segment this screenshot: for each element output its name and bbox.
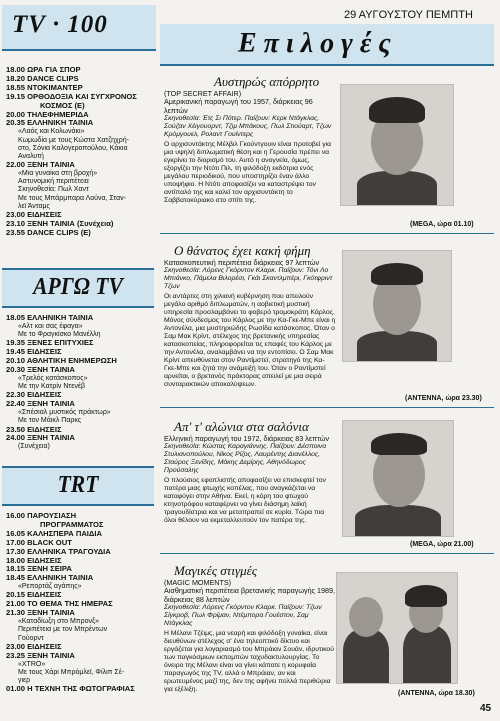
trt-station-band: [2, 466, 154, 506]
trt-schedule-row: Γούορντ: [18, 634, 44, 642]
article-1-info: Αμερικανική παραγωγή του 1957, διάρκειας 96 λεπτών: [164, 97, 313, 115]
trt-schedule-row: Με τους Χάρι Μπρόμλεϊ, Φίλιπ Σέ-: [18, 668, 125, 676]
trt-schedule-row: 17.00 BLACK OUT: [6, 537, 72, 547]
tv100-schedule-row: Αστυνομική περιπέτεια: [18, 178, 89, 186]
article-3-credits: Σκηνοθεσία: Κώστας Καραγιάννης. Παίζουν: Δέσποινα Στυλιανοπούλου, Νίκος Ρίζος, Λαυρέντης Διανέλλος, Σταύρος Ξενίδης, Μάκης Δεμίρης, Αθηνόδωρος Προύσαλης: [164, 443, 327, 475]
tv100-schedule-row: 23.55 DANCE CLIPS (Ε): [6, 227, 91, 237]
argo-schedule-row: 22.30 ΕΙΔΗΣΕΙΣ: [6, 390, 62, 400]
trt-schedule-row: γιερ: [18, 677, 31, 684]
article-3-info: Ελληνική παραγωγή του 1972, διάρκειας 83 λεπτών: [164, 434, 329, 443]
divider-1: [160, 233, 494, 234]
article-1-title: Αυστηρώς απόρρητο: [214, 74, 320, 89]
article-4-info: Αισθηματική περιπέτεια βρετανικής παραγωγής 1989, διάρκειας 88 λεπτών: [164, 586, 336, 604]
tv100-schedule-row: Αναλυτή: [18, 152, 44, 160]
tv100-schedule-row: Κωμωδία με τους Κώστα Χατζηχρή-: [18, 136, 129, 144]
argo-schedule-row: Με τον Μάικλ Παρκς: [18, 417, 82, 425]
tv100-schedule-row: 23.00 ΕΙΔΗΣΕΙΣ: [6, 210, 62, 220]
trt-station-title: TRT: [57, 472, 99, 498]
selections-title: Επιλογές: [238, 28, 398, 59]
argo-schedule-row: 20.30 ΞΕΝΗ ΤΑΙΝΙΑ: [6, 365, 75, 375]
trt-schedule-row: 01.00 Η ΤΕΧΝΗ ΤΗΣ ΦΩΤΟΓΡΑΦΙΑΣ: [6, 684, 135, 694]
argo-schedule-row: 20.10 ΑΘΛΗΤΙΚΗ ΕΝΗΜΕΡΩΣΗ: [6, 356, 117, 366]
article-1-credits: Σκηνοθεσία: Έτς Σι Πότερ. Παίζουν: Κερκ Ντάγκλας, Σούζαν Χέιγουορντ, Τζιμ Μπάκους, Πωλ Στιούαρτ, Τζων Κρόμγουελ, Ρολαντ Γουίντερς: [164, 115, 332, 139]
article-1-original-title: (TOP SECRET AFFAIR): [164, 89, 242, 98]
page-number: 45: [480, 703, 492, 714]
tv100-schedule-row: 18.20 DANCE CLIPS: [6, 73, 79, 83]
argo-schedule-row: 22.40 ΞΕΝΗ ΤΑΙΝΙΑ: [6, 399, 75, 409]
tv100-masthead: [2, 5, 156, 51]
argo-schedule-row: «Τρελός κατάσκοπος»: [18, 374, 88, 382]
argo-schedule-row: (Συνέχεια): [18, 443, 50, 451]
article-4-photo: [336, 572, 458, 684]
trt-schedule-row: «Καταδίωξη στο Μπρονξ»: [18, 618, 100, 626]
article-3-title: Απ' τ' αλώνια στα σαλόνια: [174, 419, 309, 434]
trt-schedule-row: 16.00 ΠΑΡΟΥΣΙΑΣΗ: [6, 511, 77, 520]
tv100-schedule-row: «Μια γυναίκα στη βροχή»: [18, 170, 98, 178]
article-3-channel-time: (MEGA, ώρα 21.00): [410, 541, 474, 548]
argo-schedule-row: «Αλτ και σας έφαγα»: [18, 322, 83, 330]
tv100-schedule-row: ΚΟΣΜΟΣ (Ε): [40, 100, 85, 110]
article-4-original-title: (MAGIC MOMENTS): [164, 578, 232, 587]
argo-schedule-row: 18.05 ΕΛΛΗΝΙΚΗ ΤΑΙΝΙΑ: [6, 313, 94, 322]
trt-schedule-row: «XTRO»: [18, 660, 46, 668]
trt-schedule-row: 20.15 ΕΙΔΗΣΕΙΣ: [6, 590, 62, 600]
article-2-photo: [342, 250, 452, 362]
trt-schedule: [6, 512, 156, 694]
trt-schedule-row: 23.00 ΕΙΔΗΣΕΙΣ: [6, 641, 62, 651]
tv100-title: TV · 100: [12, 11, 108, 38]
article-4-synopsis: Η Μέλανι Τζέιμς, μια νεαρή και φιλόδοξη γυναίκα, είναι διευθύνων στέλεχος σ' ένα τηλεοπτικό δίκτυο και εργάζεται για λογαριασμό του Μπράιαν Σουάν, ιδρυτικού των παγκόσμιων εκπομπών ταχυδακτυλουργίας. Το όνειρο της Μέλανι είναι να γίνει κάποτε η κορυφαία παραγωγός της TV, αλλά ο Μπράιαν, αν και ερωτευμένος μαζί της, δεν της αφήνει πολλά περιθώρια για εξέλιξη.: [164, 630, 334, 694]
trt-schedule-row: 18.45 ΕΛΛΗΝΙΚΗ ΤΑΙΝΙΑ: [6, 573, 94, 583]
argo-schedule-row: Με την Κατρίν Ντενέβ: [18, 383, 85, 391]
tv100-schedule-row: 19.15 ΟΡΘΟΔΟΞΙΑ ΚΑΙ ΣΥΓΧΡΟΝΟΣ: [6, 91, 137, 101]
trt-schedule-row: ΠΡΟΓΡΑΜΜΑΤΟΣ: [40, 519, 104, 529]
tv100-schedule-row: Με τους Μπάρμπαρα Λούνα, Σταν-: [18, 194, 126, 202]
argo-schedule-row: 19.35 ΞΕΝΕΣ ΕΠΙΤΥΧΙΕΣ: [6, 338, 94, 348]
trt-schedule-row: 17.30 ΕΛΛΗΝΙΚΑ ΤΡΑΓΟΥΔΙΑ: [6, 546, 111, 556]
argo-schedule: [6, 314, 156, 452]
tv100-schedule-row: 18.55 ΝΤΟΚΙΜΑΝΤΕΡ: [6, 82, 83, 92]
trt-schedule-row: 18.15 ΞΕΝΗ ΣΕΙΡΑ: [6, 564, 72, 574]
tv100-schedule-row: 20.35 ΕΛΛΗΝΙΚΗ ΤΑΙΝΙΑ: [6, 118, 94, 128]
article-1-photo: [340, 84, 454, 206]
tv100-schedule-row: 20.00 ΤΗΛΕΦΗΜΕΡΙΔΑ: [6, 109, 89, 119]
tv100-schedule-row: 18.00 ΩΡΑ ΓΙΑ ΣΠΟΡ: [6, 65, 81, 74]
trt-schedule-row: «Ρεπορτάζ αγάπης»: [18, 583, 82, 591]
trt-schedule-row: 21.00 ΤΟ ΘΕΜΑ ΤΗΣ ΗΜΕΡΑΣ: [6, 599, 113, 609]
divider-2: [160, 407, 494, 408]
argo-schedule-row: Με το Φραγκίσκο Μανέλλη: [18, 331, 101, 339]
argo-station-title: ΑΡΓΩ TV: [33, 274, 123, 300]
issue-date: 29 ΑΥΓΟΥΣΤΟΥ ΠΕΜΠΤΗ: [344, 9, 473, 21]
tv-schedule-column: [2, 0, 156, 715]
article-4-title: Μαγικές στιγμές: [174, 563, 257, 578]
article-2-info: Κατασκοπευτική περιπέτεια διάρκειας 97 λεπτών: [164, 258, 320, 267]
article-2-credits: Σκηνοθεσία: Λόρενς Γκόρντον Κλαρκ. Παίζουν: Τόνι Λο Μπιάνκο, Πάμελα Βιλορέσι, Γκάι Σκαντλμπέρι, Γκότφριντ Τζων: [164, 267, 333, 291]
tv100-schedule-row: «Λαός και Κολωνάκι»: [18, 128, 85, 136]
selections-band: [160, 24, 494, 66]
trt-schedule-row: 23.25 ΞΕΝΗ ΤΑΙΝΙΑ: [6, 650, 75, 660]
article-4-channel-time: (ANTENNA, ώρα 18.30): [398, 690, 475, 697]
tv100-schedule-row: 23.10 ΞΕΝΗ ΤΑΙΝΙΑ (Συνέχεια): [6, 218, 114, 228]
argo-schedule-row: 23.50 ΕΙΔΗΣΕΙΣ: [6, 424, 62, 434]
argo-schedule-row: «Σπέσιαλ μυστικός πράκτωρ»: [18, 409, 111, 417]
trt-schedule-row: Περιπέτεια με τον Μπρέντων: [18, 626, 108, 634]
article-2-channel-time: (ANTENNA, ώρα 23.30): [405, 395, 482, 402]
argo-schedule-row: 24.00 ΞΕΝΗ ΤΑΙΝΙΑ: [6, 433, 75, 443]
article-2-synopsis: Οι αντάρτες στη χιλιανή κυβέρνηση που απειλούν μεγάλο αριθμό διπλωματών, η αοβιετική μυστική υπηρεσία προσλαμβάνει το φοβερό τρομοκράτη Κάρλος. Μόνος σύνδεσμος του Κάρλος με την Κα-Γκε-Μπε είναι η Αντονέλα, μια μυστηριώδης Ρωσίδα κατάσκοπος. Όταν ο Σαμ Μακ Κρίντ, στέλεχος της βρετανικής υπηρεσίας κατασκοπείας, πληροφορείται τις επαφές του Κάρλος με την Αντονέλα, αναλαμβάνει να την εντοπίσει. Ο Σαμ Μακ Κρίντ απευθύνεται στον Ραντίμστεϊ, στρατηγό της Κα-Γκε-Μπε και ζητά την ανάμειξή του. Όταν ο Ραντίμστεϊ αρνείται, ο βρετανός πράκτορας απειλεί με μια σειρά συνταρακτικών αποκαλύψεων.: [164, 293, 336, 389]
tv100-schedule: [6, 66, 156, 238]
tv100-schedule-row: Σκηνοθεσία: Πωλ Χαντ: [18, 186, 89, 194]
article-1-synopsis: Ο αρχισυντάκτης Μέλβιλ Γκούντγουιν είναι προτοβεί για μια υψηλή διπλωματική θέση και η Γερουσία πρέπει να εγκρίνει το διορισμό του. Αυτό η ανογνεία, όμως, εξοργίζει την Ντότι Πιλ, τη φιλόδοξη εκδότρια ενός μεγάλου περιοδικού, που υποστηρίζει έναν άλλο υποψήφιο. Η Ντότι αποφασίζει να καταστρέψει τον αντίπαλό της και καλεί τον αρχισυντάκτη το Σαββατοκύριακο στο σπίτι της.: [164, 141, 332, 205]
article-2-title: Ο θάνατος έχει κακή φήμη: [174, 243, 311, 258]
article-1-channel-time: (MEGA, ώρα 01.10): [410, 221, 474, 228]
article-4-credits: Σκηνοθεσία: Λόρενς Γκόρντον Κλαρκ. Παίζουν: Τζων Σίγκροβ, Πωλ Φρίμαν, Ντέμπορα Γουέστον, Σαμ Ντάγκλας: [164, 604, 322, 628]
divider-3: [160, 553, 494, 554]
argo-station-band: [2, 268, 154, 308]
tv100-schedule-row: στο, Σόνια Καλογεροπούλου, Κάκια: [18, 144, 128, 152]
tv100-schedule-row: 22.00 ΞΕΝΗ ΤΑΙΝΙΑ: [6, 160, 75, 170]
argo-schedule-row: 19.45 ΕΙΔΗΣΕΙΣ: [6, 347, 62, 357]
tv100-schedule-row: λεϊ Άνταμς: [18, 202, 50, 210]
trt-schedule-row: 16.05 ΚΑΛΗΣΠΕΡΑ ΠΑΙΔΙΑ: [6, 528, 102, 538]
article-3-photo: [342, 420, 454, 537]
trt-schedule-row: 18.00 ΕΙΔΗΣΕΙΣ: [6, 555, 62, 565]
trt-schedule-row: 21.30 ΞΕΝΗ ΤΑΙΝΙΑ: [6, 608, 75, 618]
article-3-synopsis: Ο πλούσιος εφοπλιστής αποφασίζει να επισκεφτεί τον πατέρα μιας φτωχής κοπέλας, που αναγκάζεται να καταφύγει στην Αθήνα. Εκεί, η κόρη του φτωχού κτηνοτρόφου καταφέρνει να γίνει διάσημη λαϊκή τραγουδίστρια και να μεταπραπεί σε κυρία. Τώρα πια όλοι θέλουν να εκμεταλλευτούν τον πατέρα της.: [164, 477, 326, 525]
